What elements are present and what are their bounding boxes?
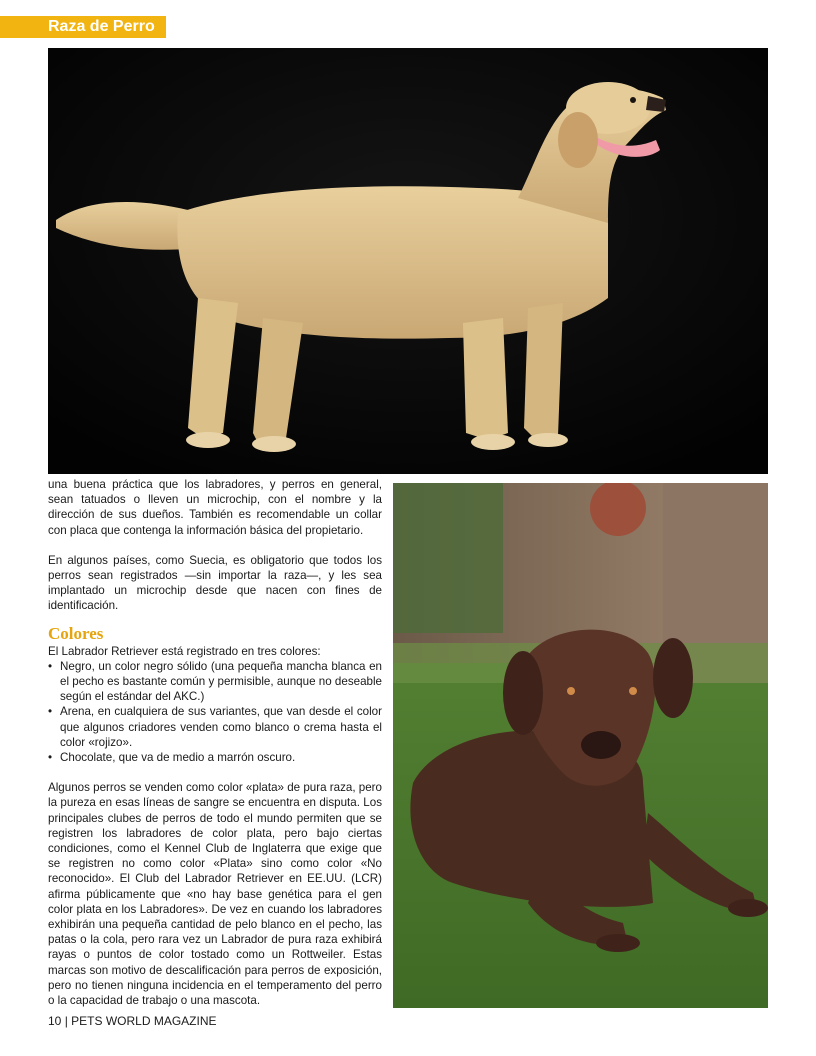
page-footer xyxy=(48,1014,217,1028)
paragraph-identification: una buena práctica que los labradores, y perros en general, sean tatuados o lleven un microchip, con el nombre y la dirección de sus dueños. También es recomendable un collar con placa que contenga la información básica del propietario. xyxy=(48,478,382,537)
colores-intro: El Labrador Retriever está registrado en tres colores: xyxy=(48,644,321,658)
list-item: • Negro, un color negro sólido (una pequeña mancha blanca en el pecho es bastante común y permisible, aunque no deseable según el estándar del AKC.) xyxy=(48,659,382,705)
chocolate-labrador-illustration xyxy=(393,483,768,1008)
page-number xyxy=(48,1014,65,1028)
article-body xyxy=(48,477,382,1008)
paragraph-registration: En algunos países, como Suecia, es obligatorio que todos los perros sean registrados —sin importar la raza—, y les sea implantado un microchip desde que nacen con fines de identificación. xyxy=(48,553,382,613)
footer-separator: | xyxy=(64,1014,68,1028)
list-item: • Chocolate, que va de medio a marrón oscuro. xyxy=(48,750,382,765)
chocolate-labrador-photo xyxy=(393,483,768,1008)
colores-heading: Colores xyxy=(48,623,104,643)
page-number-text: 10 xyxy=(48,1014,62,1028)
paragraph-silver-color: Algunos perros se venden como color «plata» de pura raza, pero la pureza en esas líneas de sangre se encuentra en disputa. Los principales clubes de perros de todo el mundo permiten que se registren los labradores de color plata, pero bajo ciertas condiciones, como el Kennel Club de Inglaterra que exige que se registren no como color «Plata» sino como color «No reconocido». El Club del Labrador Retriever en EE.UU. (LCR) afirma públicamente que «no hay base genética para el gen color plata en los Labradores». De vez en cuando los labradores exhibirán una pequeña cantidad de pelo blanco en el pecho, las patas o la cola, pero rara vez un Labrador de pura raza exhibirá rayas o puntos de color tostado como un Rottweiler. Estas marcas son motivo de descalificación para perros de exposición, pero no tienen ninguna incidencia en el temperamento del perro o la capacidad de trabajo o una mascota. xyxy=(48,781,382,1008)
section-label: Raza de Perro xyxy=(0,16,166,38)
yellow-labrador-illustration xyxy=(48,48,768,474)
publication-name: PETS WORLD MAGAZINE xyxy=(71,1014,217,1028)
color-list xyxy=(48,659,382,765)
yellow-labrador-photo xyxy=(48,48,768,474)
list-item: • Arena, en cualquiera de sus variantes, que van desde el color que algunos criadores venden como blanco o crema hasta el color «rojizo». xyxy=(48,704,382,750)
